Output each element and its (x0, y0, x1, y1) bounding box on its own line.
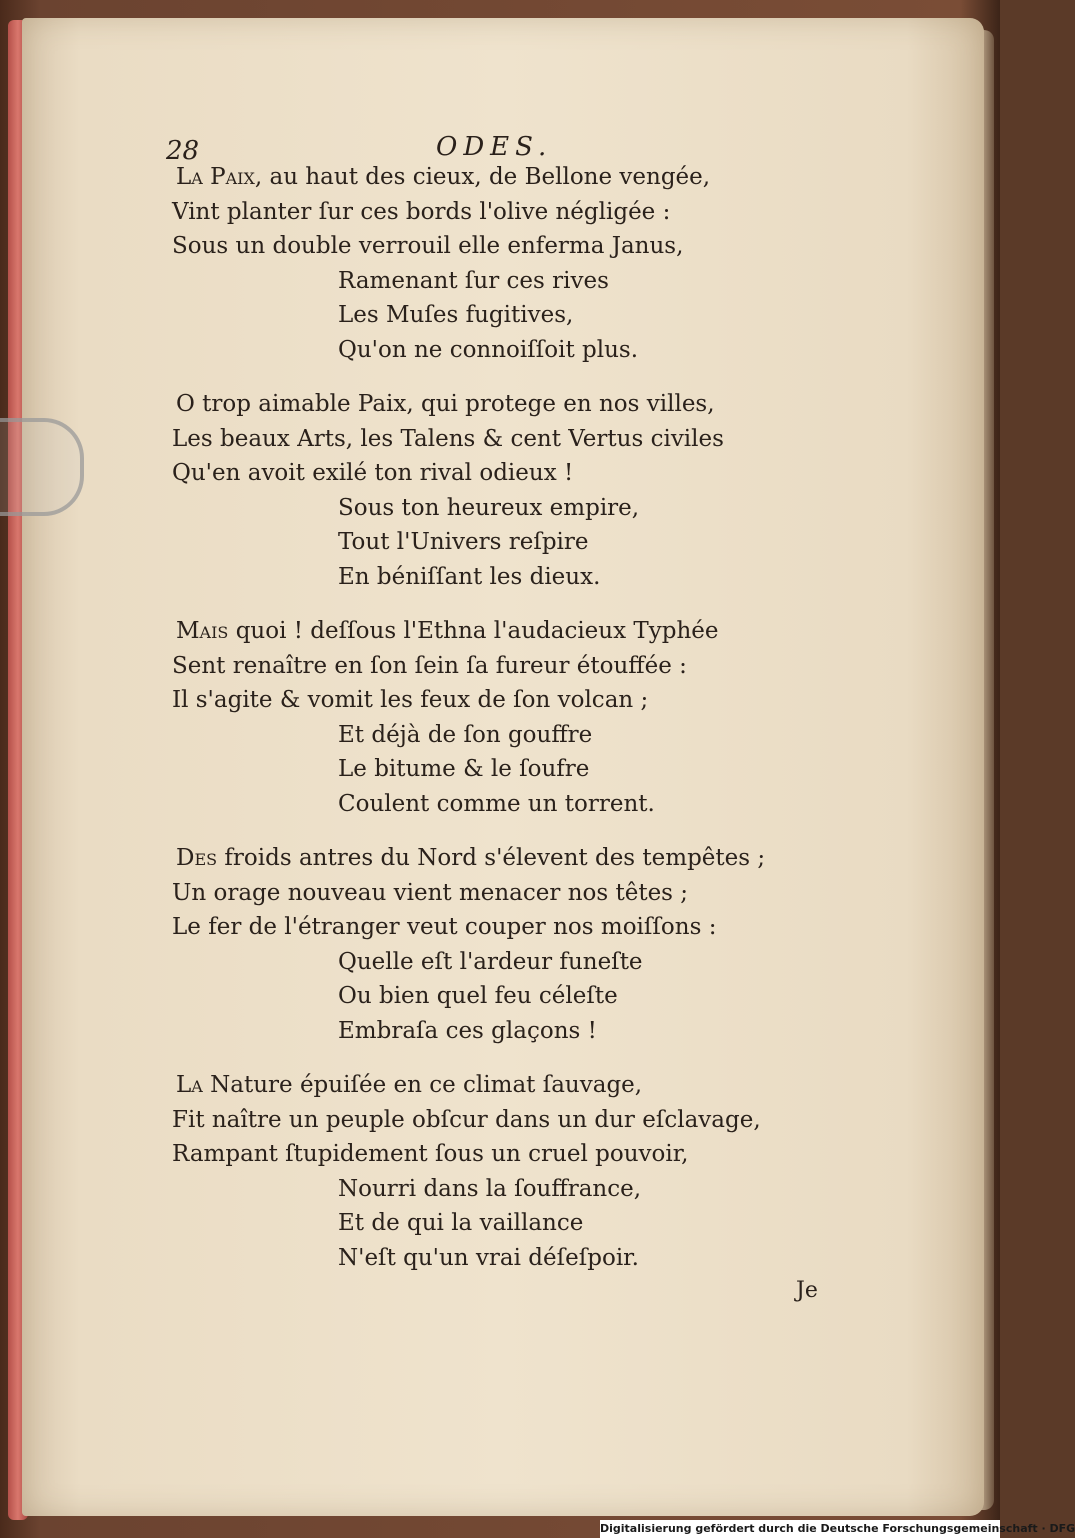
verse-short-line: N'eſt qu'un vrai déſeſpoir. (338, 1244, 639, 1271)
verse-short-line: Coulent comme un torrent. (338, 790, 655, 817)
verse-line: Vint planter ſur ces bords l'olive négligée : (172, 198, 671, 225)
verse-short-line: En béniſſant les dieux. (338, 563, 601, 590)
stanza-1 (172, 160, 792, 367)
verse-short-line: Ou bien quel feu céleſte (338, 983, 618, 1009)
verse-line: Les beaux Arts, les Talens & cent Vertus civiles (172, 425, 724, 452)
verse-short-line: Qu'on ne connoiſſoit plus. (338, 336, 639, 363)
verse-short-line: Et déjà de ſon gouffre (338, 721, 593, 748)
verse-line (172, 614, 792, 649)
verse-line: Sent renaître en ſon ſein ſa fureur étouffée : (172, 652, 687, 679)
verse-line (172, 841, 792, 876)
running-title: ODES. (436, 132, 553, 162)
verse-line: Qu'en avoit exilé ton rival odieux ! (172, 460, 574, 486)
verse-text: Nature épuiſée en ce climat ſauvage, (202, 1072, 643, 1098)
page-number: 28 (166, 136, 200, 166)
verse-lead: La Paix (176, 164, 255, 190)
verse-line: Rampant ſtupidement ſous un cruel pouvoir, (172, 1141, 689, 1167)
stanza-3 (172, 614, 792, 821)
verse-short-line: Les Muſes fugitives, (338, 302, 574, 328)
verse-short-line: Quelle eſt l'ardeur funeſte (338, 948, 643, 975)
verse-line: Il s'agite & vomit les feux de ſon volcan ; (172, 687, 649, 713)
stanza-5 (172, 1068, 792, 1275)
verse-line: O trop aimable Paix, qui protege en nos villes, (176, 391, 715, 417)
verse-text: quoi ! deſſous l'Ethna l'audacieux Typhée (228, 618, 719, 644)
page-clip (0, 418, 84, 516)
verse-line: Fit naître un peuple obſcur dans un dur eſclavage, (172, 1106, 761, 1133)
verse-short-line: Ramenant ſur ces rives (338, 267, 609, 294)
verse-text: froids antres du Nord s'élevent des tempêtes ; (217, 845, 766, 871)
verse-line: Sous un double verrouil elle enferma Janus, (172, 233, 684, 259)
stanza-2 (172, 387, 792, 594)
stanza-4 (172, 841, 792, 1048)
verse-lead: La (176, 1072, 203, 1098)
verse-short-line: Et de qui la vaillance (338, 1210, 584, 1236)
verse-line (172, 160, 792, 195)
verse-short-line: Nourri dans la ſouffrance, (338, 1175, 642, 1202)
catchword: Je (796, 1278, 818, 1303)
verse-lead: Des (176, 845, 218, 871)
verse-short-line: Embraſa ces glaçons ! (338, 1017, 597, 1044)
verse-line (172, 1068, 792, 1103)
verse-line: Un orage nouveau vient menacer nos têtes ; (172, 879, 689, 906)
poem-body (172, 160, 792, 1295)
verse-lead: Mais (176, 618, 229, 644)
verse-short-line: Le bitume & le ſoufre (338, 756, 590, 782)
verse-line: Le fer de l'étranger veut couper nos moiſſons : (172, 914, 717, 940)
digitization-footer: Digitalisierung gefördert durch die Deutsche Forschungsgemeinschaft · DFG (600, 1520, 1000, 1538)
verse-short-line: Tout l'Univers reſpire (338, 529, 589, 555)
verse-short-line: Sous ton heureux empire, (338, 494, 640, 521)
verse-text: , au haut des cieux, de Bellone vengée, (254, 164, 711, 190)
